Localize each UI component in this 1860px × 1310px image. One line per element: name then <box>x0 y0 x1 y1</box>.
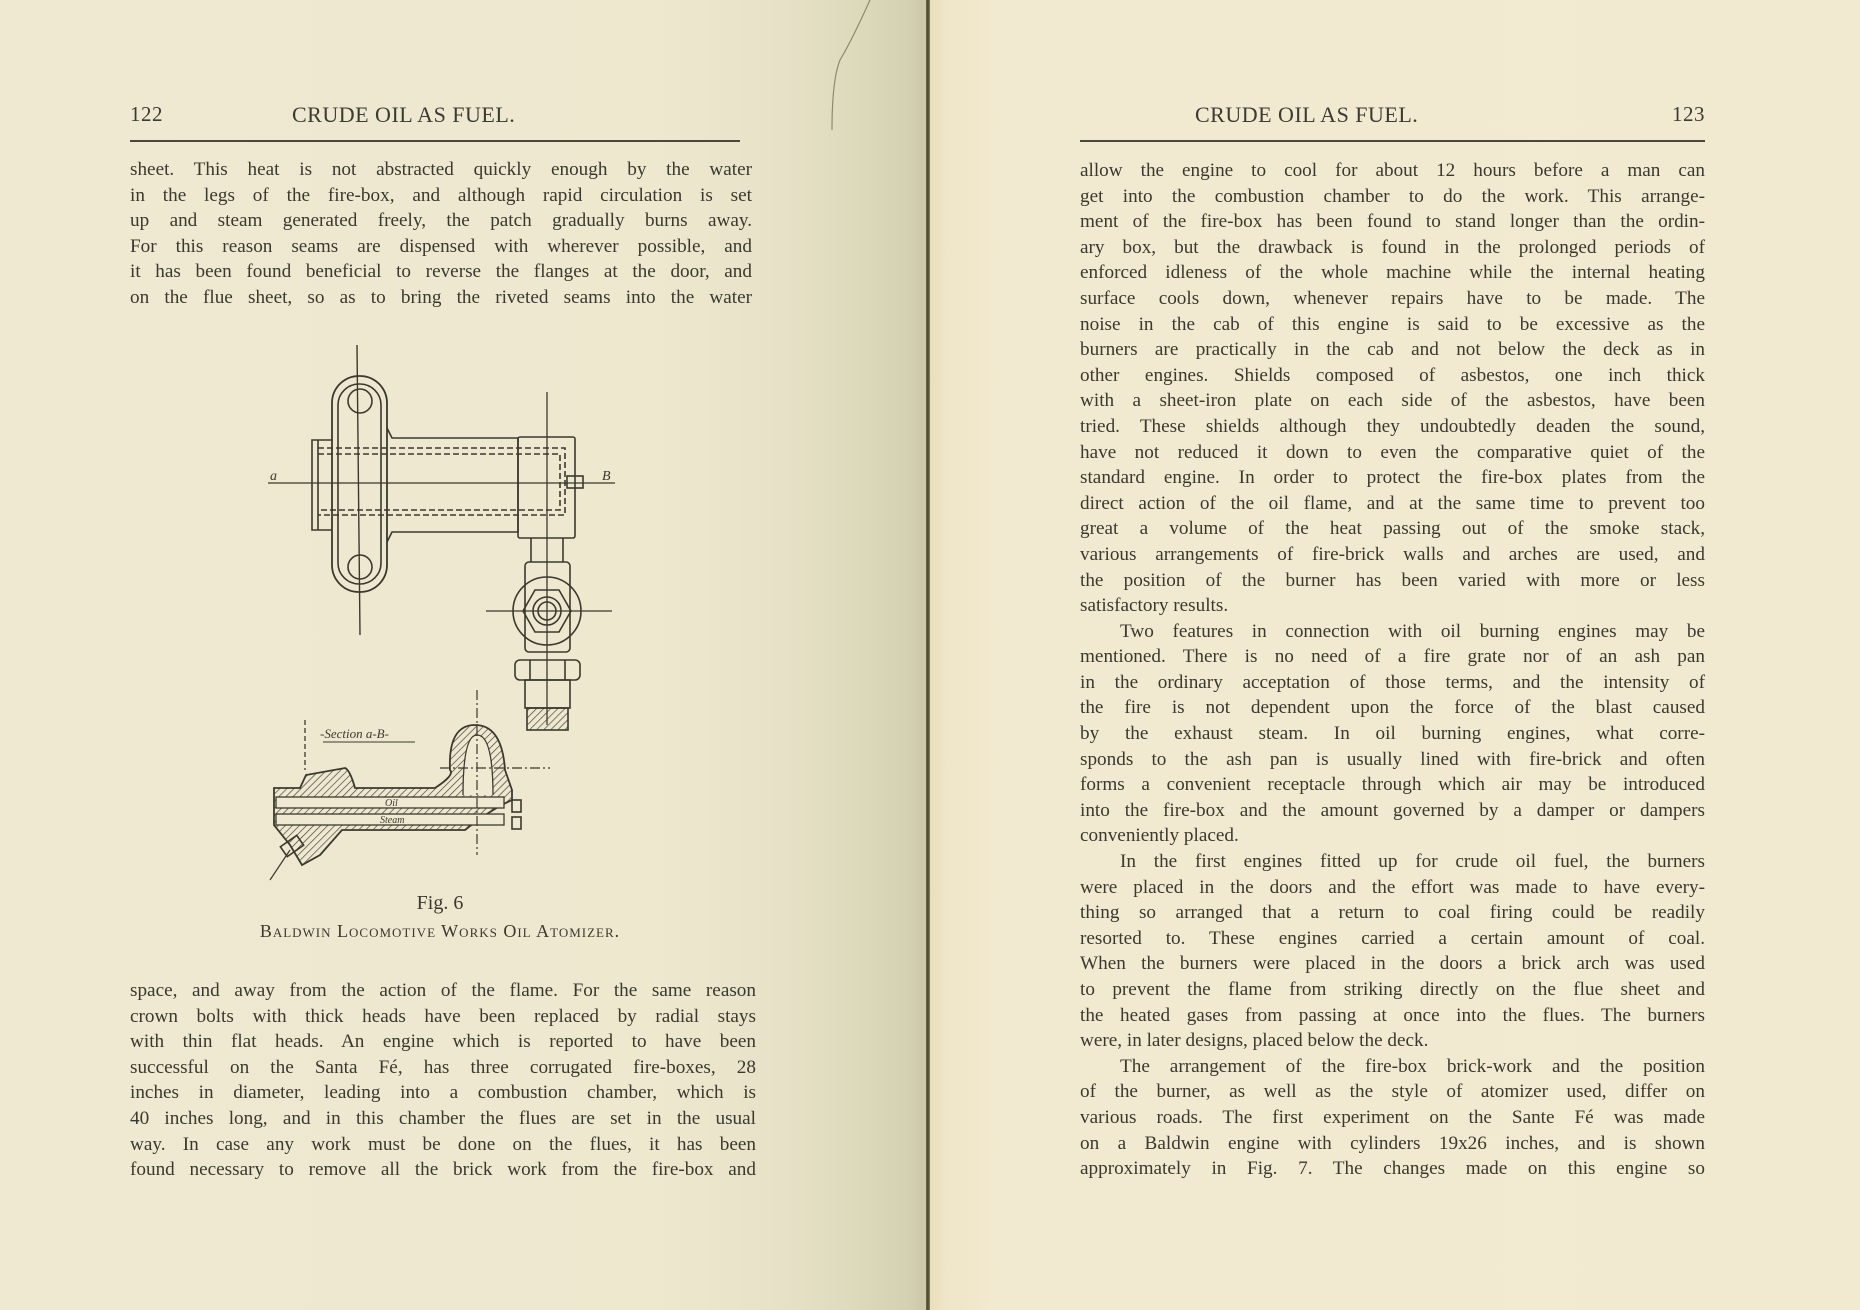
text-line: noise in the cab of this engine is said to be excessive as the <box>1080 313 1705 335</box>
text-line: sponds to the ash pan is usually lined with fire-brick and often <box>1080 748 1705 770</box>
text-line: ment of the fire-box has been found to stand longer than the ordin- <box>1080 211 1705 233</box>
text-line: mentioned. There is no need of a fire grate nor of an ash pan <box>1080 646 1705 668</box>
label-steam: Steam <box>380 815 405 826</box>
text-line: various arrangements of fire-brick walls and arches are used, and <box>1080 543 1705 565</box>
text-line: other engines. Shields composed of asbestos, one inch thick <box>1080 364 1705 386</box>
figure-title: Baldwin Locomotive Works Oil Atomizer. <box>259 921 621 941</box>
text-line: up and steam generated freely, the patch gradually burns away. <box>130 210 752 232</box>
left-running-head <box>130 102 750 136</box>
label-a: a <box>270 469 277 484</box>
text-line: with a sheet-iron plate on each side of the asbestos, have been <box>1080 390 1705 412</box>
section-view <box>270 690 550 880</box>
text-line: way. In case any work must be done on the flues, it has been <box>130 1133 756 1155</box>
atomizer-drawing <box>250 330 630 900</box>
text-line: thing so arranged that a return to coal firing could be readily <box>1080 902 1705 924</box>
text-line: Two features in connection with oil burning engines may be <box>1120 620 1705 642</box>
text-line: were placed in the doors and the effort was made to have every- <box>1080 876 1705 898</box>
text-line: of the burner, as well as the style of atomizer used, differ on <box>1080 1081 1705 1103</box>
left-page <box>0 0 928 1310</box>
elevation-view <box>268 345 615 730</box>
text-line: 40 inches long, and in this chamber the flues are set in the usual <box>130 1107 756 1129</box>
text-line: it has been found beneficial to reverse the flanges at the door, and <box>130 261 752 283</box>
text-line: burners are practically in the cab and not below the deck as in <box>1080 339 1705 361</box>
text-line: get into the combustion chamber to do the work. This arrange- <box>1080 185 1705 207</box>
right-page <box>930 0 1860 1310</box>
text-line: standard engine. In order to protect the fire-box plates from the <box>1080 467 1705 489</box>
text-line: enforced idleness of the whole machine while the internal heating <box>1080 262 1705 284</box>
text-line: the heated gases from passing at once into the flues. The burners <box>1080 1004 1705 1026</box>
text-line: resorted to. These engines carried a certain amount of coal. <box>1080 927 1705 949</box>
text-line: found necessary to remove all the brick work from the fire-box and <box>130 1159 756 1181</box>
text-line: direct action of the oil flame, and at the same time to prevent too <box>1080 492 1705 514</box>
text-line: inches in diameter, leading into a combustion chamber, which is <box>130 1082 756 1104</box>
text-line: space, and away from the action of the flame. For the same reason <box>130 980 756 1001</box>
figure-number: Fig. 6 <box>416 892 464 914</box>
label-oil: Oil <box>385 798 398 809</box>
left-text-top <box>130 157 752 311</box>
text-line: various roads. The first experiment on the Sante Fé was made <box>1080 1106 1705 1128</box>
text-line: successful on the Santa Fé, has three corrugated fire-boxes, 28 <box>130 1056 756 1078</box>
text-line: on a Baldwin engine with cylinders 19x26 inches, and is shown <box>1080 1132 1705 1154</box>
text-line: into the fire-box and the amount governed by a damper or dampers <box>1080 799 1705 821</box>
text-line: in the legs of the fire-box, and although rapid circulation is set <box>130 184 752 206</box>
text-line: tried. These shields although they undoubtedly deaden the sound, <box>1080 415 1705 437</box>
text-line: to prevent the flame from striking directly on the flue sheet and <box>1080 979 1705 1000</box>
text-line: by the exhaust steam. In oil burning engines, what corre- <box>1080 723 1705 745</box>
text-line: For this reason seams are dispensed with wherever possible, and <box>130 235 752 257</box>
text-line: allow the engine to cool for about 12 hours before a man can <box>1080 160 1705 181</box>
text-line: the fire is not dependent upon the force of the blast caused <box>1080 697 1705 719</box>
text-line: were, in later designs, placed below the deck. <box>1080 1030 1429 1052</box>
text-line: great a volume of the heat passing out of the smoke stack, <box>1080 518 1705 540</box>
left-text-bottom <box>130 978 756 1183</box>
page-curl-crease <box>812 0 872 160</box>
header-rule-left <box>130 140 740 142</box>
text-line: in the ordinary acceptation of those terms, and the intensity of <box>1080 671 1705 693</box>
page-number-left: 122 <box>130 102 163 126</box>
right-running-head <box>1080 102 1705 136</box>
text-line: approximately in Fig. 7. The changes made on this engine so <box>1080 1158 1705 1180</box>
text-line: surface cools down, whenever repairs have to be made. The <box>1080 287 1705 309</box>
text-line: crown bolts with thick heads have been replaced by radial stays <box>130 1005 756 1027</box>
text-line: with thin flat heads. An engine which is reported to have been <box>130 1031 756 1053</box>
text-line: When the burners were placed in the doors a brick arch was used <box>1080 953 1705 975</box>
running-title-right: CRUDE OIL AS FUEL. <box>1195 102 1419 127</box>
right-text <box>1080 158 1705 1182</box>
text-line: the position of the burner has been varied with more or less <box>1080 569 1705 591</box>
label-section: -Section a-B- <box>320 726 389 741</box>
text-line: on the flue sheet, so as to bring the riveted seams into the water <box>130 286 752 308</box>
page-number-right: 123 <box>1672 102 1705 126</box>
text-line: satisfactory results. <box>1080 595 1229 617</box>
text-line: The arrangement of the fire-box brick-work and the position <box>1120 1055 1705 1077</box>
running-title-left: CRUDE OIL AS FUEL. <box>292 102 516 127</box>
text-line: conveniently placed. <box>1080 825 1239 847</box>
text-line: ary box, but the drawback is found in the prolonged periods of <box>1080 236 1705 258</box>
text-line: sheet. This heat is not abstracted quickly enough by the water <box>130 159 752 180</box>
text-line: In the first engines fitted up for crude oil fuel, the burners <box>1120 851 1705 873</box>
text-line: forms a convenient receptacle through which air may be introduced <box>1080 774 1705 796</box>
header-rule-right <box>1080 140 1705 142</box>
figure-caption <box>130 892 750 942</box>
text-line: have not reduced it down to even the comparative quiet of the <box>1080 441 1705 463</box>
label-b: B <box>602 469 611 484</box>
